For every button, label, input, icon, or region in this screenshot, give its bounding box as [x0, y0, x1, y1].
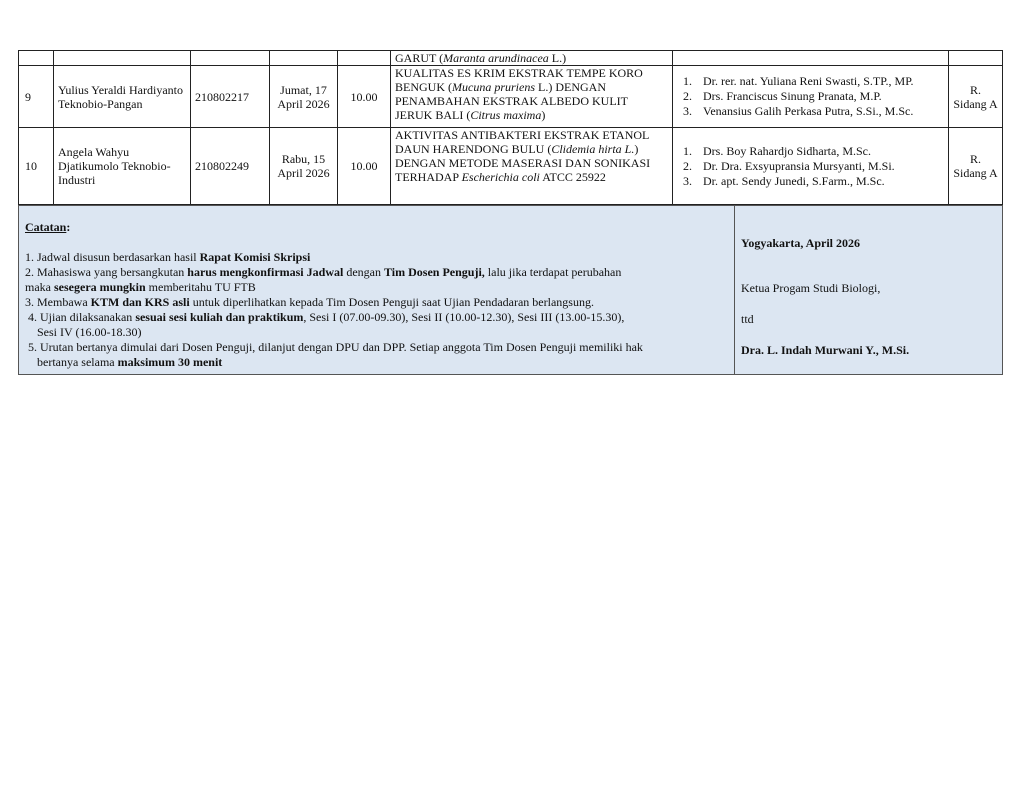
- student-nim: 210802217: [191, 66, 270, 128]
- student-nim: 210802249: [191, 128, 270, 205]
- note-line: 2. Mahasiswa yang bersangkutan harus mengkonfirmasi Jadwal dengan Tim Dosen Penguji, lalu jika terdapat perubahan: [25, 265, 622, 279]
- signature-name: Dra. L. Indah Murwani Y., M.Si.: [741, 343, 910, 357]
- table-row: [19, 66, 1003, 128]
- row-number: [19, 51, 54, 66]
- exam-time: 10.00: [338, 128, 391, 205]
- examiner-item: 1. Drs. Boy Rahardjo Sidharta, M.Sc.: [683, 143, 871, 158]
- student-name: Angela Wahyu Djatikumolo Teknobio-Industri: [54, 128, 191, 205]
- notes-list: [25, 250, 728, 370]
- exam-room: R. Sidang A: [949, 128, 1003, 205]
- title-segment: ): [541, 108, 546, 122]
- thesis-title: [391, 51, 673, 66]
- notes-section: [18, 205, 1003, 375]
- signature-role: Ketua Progam Studi Biologi,: [741, 281, 881, 295]
- schedule-page: [18, 50, 1002, 375]
- table-row: [19, 128, 1003, 205]
- note-line: 5. Urutan bertanya dimulai dari Dosen Penguji, dilanjut dengan DPU dan DPP. Setiap anggota Tim Dosen Penguji memiliki hak: [25, 340, 643, 354]
- exam-date: Jumat, 17 April 2026: [270, 66, 338, 128]
- title-segment: Mucuna pruriens: [452, 80, 535, 94]
- notes-box: [19, 206, 735, 375]
- exam-time: 10.00: [338, 66, 391, 128]
- table-row: [19, 51, 1003, 66]
- note-line: maka sesegera mungkin memberitahu TU FTB: [25, 280, 256, 294]
- student-name: Yulius Yeraldi Hardiyanto Teknobio-Pangan: [54, 66, 191, 128]
- examiner-list: [673, 66, 949, 128]
- examiner-item: 1. Dr. rer. nat. Yuliana Reni Swasti, S.TP., MP.: [683, 74, 914, 88]
- row-number: 9: [19, 66, 54, 128]
- title-segment: KUALITAS ES KRIM EKSTRAK TEMPE KORO BENGUK (: [395, 66, 643, 94]
- signature-place-date: Yogyakarta, April 2026: [741, 236, 861, 250]
- title-segment: Escherichia coli: [461, 170, 540, 184]
- exam-room: R. Sidang A: [949, 66, 1003, 128]
- examiner-list: [673, 51, 949, 66]
- note-line: bertanya selama maksimum 30 menit: [25, 355, 223, 369]
- title-segment: AKTIVITAS ANTIBAKTERI EKSTRAK ETANOL DAUN HARENDONG BULU (: [395, 128, 649, 156]
- signature-ttd: ttd: [741, 312, 754, 326]
- title-segment: L.): [548, 51, 567, 65]
- title-segment: Citrus maxima: [470, 108, 542, 122]
- note-line: 3. Membawa KTM dan KRS asli untuk diperlihatkan kepada Tim Dosen Penguji saat Ujian Pendadaran berlangsung.: [25, 295, 594, 309]
- exam-date: [270, 51, 338, 66]
- student-nim: [191, 51, 270, 66]
- exam-date: Rabu, 15 April 2026: [270, 128, 338, 205]
- examiner-list: [673, 128, 949, 205]
- note-line: Sesi IV (16.00-18.30): [25, 325, 142, 339]
- title-segment: Clidemia hirta L.: [551, 142, 635, 156]
- exam-room: [949, 51, 1003, 66]
- thesis-title: [391, 128, 673, 205]
- title-segment: Maranta arundinacea: [443, 51, 549, 65]
- thesis-title: [391, 66, 673, 128]
- thesis-exam-schedule-table: [18, 50, 1003, 205]
- title-segment: ATCC 25922: [539, 170, 606, 184]
- notes-heading: Catatan:: [25, 220, 71, 234]
- examiner-item: 3. Venansius Galih Perkasa Putra, S.Si., M.Sc.: [683, 104, 914, 118]
- examiner-item: 2. Drs. Franciscus Sinung Pranata, M.P.: [683, 89, 882, 103]
- row-number: 10: [19, 128, 54, 205]
- title-segment: L.) DENGAN PENAMBAHAN EKSTRAK ALBEDO KULIT JERUK BALI (: [395, 80, 628, 122]
- student-name: [54, 51, 191, 66]
- exam-time: [338, 51, 391, 66]
- examiner-item: 2. Dr. Dra. Exsyupransia Mursyanti, M.Si.: [683, 158, 895, 173]
- examiner-item: 3. Dr. apt. Sendy Junedi, S.Farm., M.Sc.: [683, 173, 885, 188]
- note-line: 1. Jadwal disusun berdasarkan hasil Rapat Komisi Skripsi: [25, 250, 311, 264]
- note-line: 4. Ujian dilaksanakan sesuai sesi kuliah dan praktikum, Sesi I (07.00-09.30), Sesi II (10.00-12.30), Sesi III (13.00-15.30),: [25, 310, 625, 324]
- title-segment: ) DENGAN METODE MASERASI DAN SONIKASI TERHADAP: [395, 142, 651, 184]
- title-segment: GARUT (: [395, 51, 444, 65]
- signature-box: [735, 206, 1003, 375]
